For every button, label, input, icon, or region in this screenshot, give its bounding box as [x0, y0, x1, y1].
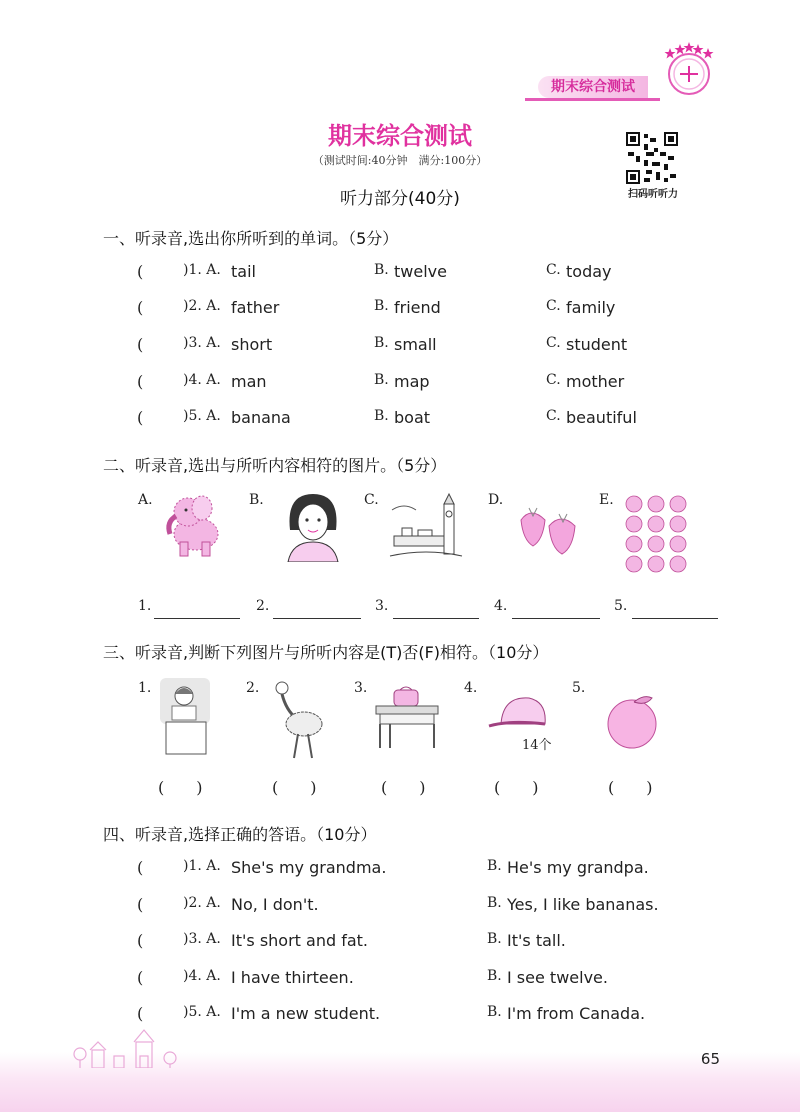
- blank-3-input[interactable]: [393, 617, 479, 619]
- item-number: )5. A.: [183, 1004, 221, 1020]
- tf-label-1: 1.: [138, 680, 152, 696]
- london-city-icon: [388, 492, 464, 566]
- blank-5-input[interactable]: [632, 617, 718, 619]
- ostrich-icon: [268, 680, 328, 760]
- apple-icon: [604, 694, 662, 750]
- item-number: )1. A.: [183, 858, 221, 874]
- section-2-heading: 二、听录音,选出与所听内容相符的图片。（5分）: [103, 456, 447, 475]
- option-b: Yes, I like bananas.: [507, 895, 659, 914]
- castle-decoration-icon: [70, 1028, 190, 1068]
- option-b-label: B.: [374, 335, 389, 351]
- qr-label: 扫码听听力: [628, 189, 678, 200]
- option-a: short: [231, 335, 273, 354]
- item-number: )5. A.: [183, 408, 221, 424]
- option-a: I'm a new student.: [231, 1004, 381, 1023]
- strawberries-icon: [515, 498, 585, 558]
- option-b: I see twelve.: [507, 968, 608, 987]
- answer-paren-open[interactable]: (: [137, 335, 144, 354]
- option-b-label: B.: [487, 1004, 502, 1020]
- bag-on-desk-icon: [374, 686, 440, 750]
- pic-label-b: B.: [249, 492, 264, 508]
- blank-1-input[interactable]: [154, 617, 240, 619]
- tf-label-5: 5.: [572, 680, 586, 696]
- option-b-label: B.: [374, 408, 389, 424]
- option-c: mother: [566, 372, 625, 391]
- option-a: tail: [231, 262, 256, 281]
- section-3-heading: 三、听录音,判断下列图片与所听内容是(T)否(F)相符。（10分）: [103, 643, 549, 662]
- option-c: student: [566, 335, 628, 354]
- section-1-heading: 一、听录音,选出你所听到的单词。（5分）: [103, 229, 399, 248]
- option-a: It's short and fat.: [231, 931, 368, 950]
- cap-icon: [487, 694, 549, 734]
- pic-label-e: E.: [599, 492, 614, 508]
- answer-paren-open[interactable]: (: [137, 408, 144, 427]
- answer-paren-open[interactable]: (: [137, 858, 144, 877]
- option-a: I have thirteen.: [231, 968, 354, 987]
- option-b: small: [394, 335, 437, 354]
- answer-paren-open[interactable]: (: [137, 372, 144, 391]
- option-b: It's tall.: [507, 931, 566, 950]
- item-number: )2. A.: [183, 895, 221, 911]
- tf-label-3: 3.: [354, 680, 368, 696]
- answer-paren-open[interactable]: (: [137, 895, 144, 914]
- option-c: beautiful: [566, 408, 637, 427]
- pic-label-d: D.: [488, 492, 504, 508]
- tf-answer-5[interactable]: ( ): [608, 778, 653, 797]
- option-b: boat: [394, 408, 431, 427]
- pic-label-a: A.: [138, 492, 153, 508]
- option-c-label: C.: [546, 298, 561, 314]
- tf-answer-1[interactable]: ( ): [158, 778, 203, 797]
- option-b-label: B.: [374, 298, 389, 314]
- tf-answer-2[interactable]: ( ): [272, 778, 317, 797]
- option-b-label: B.: [487, 968, 502, 984]
- answer-paren-open[interactable]: (: [137, 1004, 144, 1023]
- header-line: [525, 98, 660, 101]
- answer-paren-open[interactable]: (: [137, 968, 144, 987]
- option-b-label: B.: [374, 262, 389, 278]
- answer-paren-open[interactable]: (: [137, 298, 144, 317]
- option-c: today: [566, 262, 612, 281]
- option-b: friend: [394, 298, 441, 317]
- blank-1-label: 1.: [138, 598, 152, 614]
- publisher-badge-icon: [658, 38, 720, 100]
- page-title: 期末综合测试: [328, 122, 472, 150]
- option-b-label: B.: [487, 895, 502, 911]
- answer-paren-open[interactable]: (: [137, 931, 144, 950]
- option-c-label: C.: [546, 408, 561, 424]
- option-c-label: C.: [546, 372, 561, 388]
- option-c-label: C.: [546, 335, 561, 351]
- option-a: She's my grandma.: [231, 858, 387, 877]
- option-a: banana: [231, 408, 291, 427]
- option-c-label: C.: [546, 262, 561, 278]
- option-b: map: [394, 372, 430, 391]
- option-a: No, I don't.: [231, 895, 319, 914]
- part-title: 听力部分(40分): [340, 189, 460, 209]
- page-number: 65: [700, 1050, 720, 1068]
- option-c: family: [566, 298, 616, 317]
- quantity-caption: 14个: [522, 738, 552, 753]
- option-b-label: B.: [374, 372, 389, 388]
- item-number: )2. A.: [183, 298, 221, 314]
- item-number: )4. A.: [183, 372, 221, 388]
- balls-grid-icon: [624, 494, 688, 576]
- option-b: I'm from Canada.: [507, 1004, 646, 1023]
- option-b: He's my grandpa.: [507, 858, 649, 877]
- header-tab: 期末综合测试: [538, 76, 648, 98]
- item-number: )1. A.: [183, 262, 221, 278]
- girl-icon: [280, 490, 346, 562]
- option-a: man: [231, 372, 267, 391]
- tf-answer-4[interactable]: ( ): [494, 778, 539, 797]
- tf-label-2: 2.: [246, 680, 260, 696]
- boy-at-desk-icon: [158, 676, 212, 756]
- tf-label-4: 4.: [464, 680, 478, 696]
- option-a: father: [231, 298, 280, 317]
- qr-code-icon[interactable]: [626, 132, 678, 184]
- item-number: )3. A.: [183, 931, 221, 947]
- blank-2-input[interactable]: [273, 617, 361, 619]
- section-4-heading: 四、听录音,选择正确的答语。（10分）: [103, 825, 377, 844]
- option-b-label: B.: [487, 858, 502, 874]
- test-info: （测试时间:40分钟 满分:100分）: [312, 154, 488, 167]
- tf-answer-3[interactable]: ( ): [381, 778, 426, 797]
- item-number: )3. A.: [183, 335, 221, 351]
- option-b: twelve: [394, 262, 447, 281]
- blank-4-label: 4.: [494, 598, 508, 614]
- option-b-label: B.: [487, 931, 502, 947]
- elephant-icon: [158, 490, 230, 562]
- answer-paren-open[interactable]: (: [137, 262, 144, 281]
- item-number: )4. A.: [183, 968, 221, 984]
- blank-3-label: 3.: [375, 598, 389, 614]
- blank-5-label: 5.: [614, 598, 628, 614]
- pic-label-c: C.: [364, 492, 379, 508]
- blank-4-input[interactable]: [512, 617, 600, 619]
- blank-2-label: 2.: [256, 598, 270, 614]
